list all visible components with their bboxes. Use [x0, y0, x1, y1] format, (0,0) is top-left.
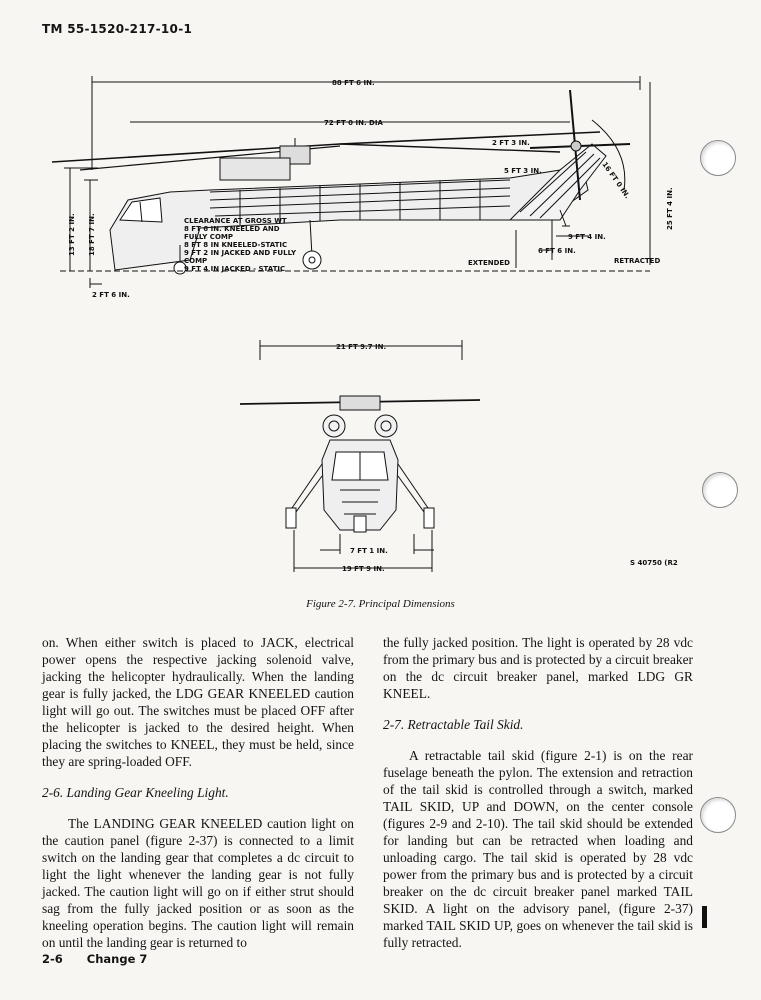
dim-height-25ft4: 25 FT 4 IN. — [666, 187, 674, 230]
engine-intake-right — [375, 415, 397, 437]
label-extended: EXTENDED — [468, 259, 510, 267]
dim-tail-rotor: 16 FT 0 IN. — [600, 160, 632, 201]
dim-tread-7ft1: 7 FT 1 IN. — [350, 547, 388, 555]
paragraph: A retractable tail skid (figure 2-1) is on the rear fuselage beneath the pylon. The extension and retraction of the tail skid is controlled through a switch, marked TAIL SKID, UP and DOWN, on the center console (figures 2-9 and 2-10). The tail skid should be extended for landing but can be retracted when loading and unloading cargo. The tail skid is operated by 28 vdc power from the primary bus and is protected by a circuit breaker on the dc circuit breaker panel marked TAIL SKID. A light on the advisory panel, (figure 2-37) marked TAIL SKID UP, goes on whenever the tail skid is fully retracted. — [383, 748, 693, 950]
clearance-line: 8 FT 8 IN KNEELED-STATIC — [184, 241, 288, 249]
clearance-block — [184, 217, 297, 273]
text-column-right — [383, 634, 693, 959]
figure-code: S 40750 (R2 — [630, 559, 678, 567]
clearance-line: CLEARANCE AT GROSS WT — [184, 217, 287, 225]
nose-wheel-front — [354, 516, 366, 532]
dim-rotor-diameter: 72 FT 0 IN. DIA — [324, 119, 383, 127]
dim-height-13ft2: 13 FT 2 IN. — [68, 213, 76, 256]
main-wheel — [303, 251, 321, 269]
dim-skid-9ft4: 9 FT 4 IN. — [568, 233, 606, 241]
right-main-wheel — [424, 508, 434, 528]
left-main-wheel — [286, 508, 296, 528]
paragraph: The LANDING GEAR KNEELED caution light on the caution panel (figure 2-37) is connected to a limit switch on the landing gear that completes a dc circuit to light the light whenever the landing gear is not fully jacked. The caution light will go on if either strut should sag from the fully jacked position or as soon as the kneeling operation begins. The caution light will remain on until the landing gear is returned to — [42, 816, 354, 950]
dim-nose-2ft6: 2 FT 6 IN. — [92, 291, 130, 299]
clearance-line: FULLY COMP — [184, 233, 233, 241]
section-heading: 2-7. Retractable Tail Skid. — [383, 717, 524, 732]
page-number: 2-6 — [42, 952, 63, 966]
clearance-line: COMP — [184, 257, 208, 265]
change-bar — [702, 906, 707, 928]
label-retracted: RETRACTED — [614, 257, 661, 265]
dim-tail-5ft3: 5 FT 3 IN. — [504, 167, 542, 175]
dim-skid-6ft6: 6 FT 6 IN. — [538, 247, 576, 255]
section-heading: 2-6. Landing Gear Kneeling Light. — [42, 785, 229, 800]
binder-hole-bottom — [700, 797, 736, 833]
text-column-left — [42, 634, 354, 959]
paragraph: on. When either switch is placed to JACK, electrical power opens the respective jacking solenoid valve, jacking the helicopter hydraulically. When the landing gear is fully jacked, the LDG GEAR KNEELED caution light will go out. The switches must be placed OFF after the helicopter is jacked to the desired height. When placing the switches to KNEEL, they must be held, since they are spring-loaded OFF. — [42, 635, 354, 769]
dim-height-18ft7: 18 FT 7 IN. — [88, 213, 96, 256]
engine-intake-left — [323, 415, 345, 437]
clearance-line: 8 FT 6 IN. KNEELED AND — [184, 225, 280, 233]
dim-front-width: 21 FT 9.7 IN. — [336, 343, 387, 351]
helicopter-drawing — [40, 60, 740, 600]
document-id: TM 55-1520-217-10-1 — [42, 22, 193, 36]
page-footer — [42, 952, 147, 966]
engine-pod — [220, 158, 290, 180]
paragraph: the fully jacked position. The light is operated by 28 vdc from the primary bus and is protected by a circuit breaker on the dc circuit breaker panel, marked LDG GR KNEEL. — [383, 635, 693, 701]
figure-caption: Figure 2-7. Principal Dimensions — [306, 598, 455, 610]
clearance-line: 9 FT 4 IN JACKED - STATIC — [184, 265, 286, 273]
dim-tail-2ft3: 2 FT 3 IN. — [492, 139, 530, 147]
dim-overall-length: 88 FT 6 IN. — [332, 79, 375, 87]
principal-dimensions-figure — [40, 60, 740, 600]
clearance-line: 9 FT 2 IN JACKED AND FULLY — [184, 249, 297, 257]
dim-tread-19ft9: 19 FT 9 IN. — [342, 565, 385, 573]
change-number: Change 7 — [86, 952, 148, 966]
